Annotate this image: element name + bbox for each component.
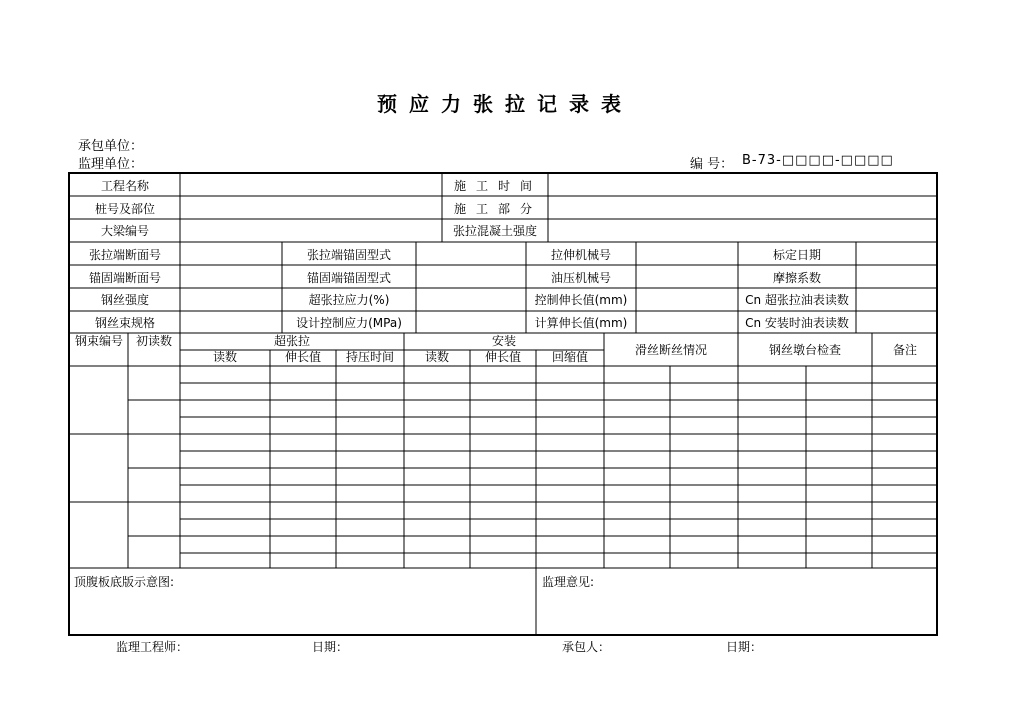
concrete-strength-label: 张拉混凝土强度 bbox=[452, 224, 537, 238]
friction-coef-label: 摩擦系数 bbox=[772, 271, 821, 285]
pile-location-label: 桩号及部位 bbox=[94, 202, 155, 216]
supervisor-label: 监理单位： bbox=[78, 157, 144, 172]
contractor-label: 承包单位： bbox=[78, 139, 144, 154]
install-reading-header: 读数 bbox=[424, 350, 449, 364]
elongation-header: 伸长值 bbox=[284, 350, 321, 364]
design-stress-label: 设计控制应力(MPa) bbox=[296, 316, 402, 330]
contractor-sign-label: 承包人： bbox=[562, 640, 611, 654]
bundle-spec-label: 钢丝束规格 bbox=[94, 316, 155, 330]
calc-elong-label: 计算伸长值(mm) bbox=[534, 316, 628, 330]
remarks-header: 备注 bbox=[892, 343, 917, 357]
anchor-section-label: 锚固端断面号 bbox=[88, 271, 161, 285]
hold-time-header: 持压时间 bbox=[345, 350, 394, 364]
beam-number-label: 大梁编号 bbox=[100, 224, 149, 238]
wire-strength-label: 钢丝强度 bbox=[100, 293, 149, 307]
control-elong-label: 控制伸长值(mm) bbox=[534, 293, 628, 307]
over-stress-label: 超张拉应力(%) bbox=[308, 293, 390, 307]
install-elong-header: 伸长值 bbox=[484, 350, 521, 364]
serial-value: B-73-□□□□-□□□□ bbox=[742, 153, 894, 168]
construction-part-label: 施工部分 bbox=[453, 202, 542, 216]
retraction-header: 回缩值 bbox=[551, 350, 588, 364]
construction-time-label: 施工时间 bbox=[453, 179, 542, 193]
anchor-type-label: 锚固端锚固型式 bbox=[306, 271, 391, 285]
tension-section-label: 张拉端断面号 bbox=[88, 248, 161, 262]
pump-number-label: 油压机械号 bbox=[550, 271, 611, 285]
cn-install-reading-label: Cn 安装时油表读数 bbox=[745, 316, 849, 330]
engineer-label: 监理工程师： bbox=[116, 640, 189, 654]
bundle-no-header: 钢束编号 bbox=[75, 334, 124, 348]
form-grid bbox=[70, 174, 940, 638]
initial-reading-header: 初读数 bbox=[135, 334, 172, 348]
diagram-label: 顶腹板底版示意图: bbox=[74, 575, 175, 589]
page-title: 预应力张拉记录表 bbox=[377, 92, 633, 116]
record-form bbox=[68, 172, 938, 636]
calibration-date-label: 标定日期 bbox=[772, 248, 821, 262]
jack-number-label: 拉伸机械号 bbox=[550, 248, 611, 262]
project-name-label: 工程名称 bbox=[100, 179, 149, 193]
pier-check-header: 钢丝墩台检查 bbox=[768, 343, 841, 357]
install-header: 安装 bbox=[491, 334, 516, 348]
date1-label: 日期： bbox=[312, 640, 349, 654]
slip-break-header: 滑丝断丝情况 bbox=[634, 343, 707, 357]
opinion-label: 监理意见: bbox=[542, 575, 595, 589]
over-tension-header: 超张拉 bbox=[273, 334, 310, 348]
date2-label: 日期： bbox=[726, 640, 763, 654]
tension-anchor-type-label: 张拉端锚固型式 bbox=[306, 248, 391, 262]
cn-over-reading-label: Cn 超张拉油表读数 bbox=[745, 293, 849, 307]
serial-label: 编 号： bbox=[690, 157, 734, 172]
reading-header: 读数 bbox=[212, 350, 237, 364]
